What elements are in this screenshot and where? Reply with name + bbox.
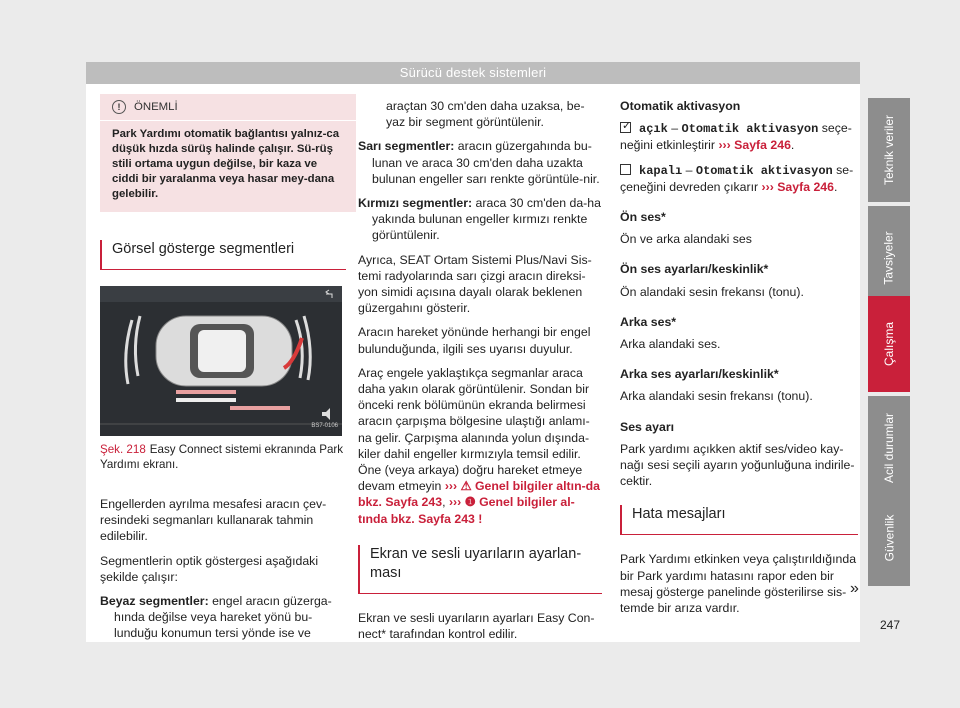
paragraph: Arka alandaki sesin frekansı (tonu). — [620, 389, 813, 404]
yellow-segments-item — [358, 138, 602, 187]
paragraph: Ön alandaki sesin frekansı (tonu). — [620, 284, 804, 299]
paragraph: Arka alandaki ses. — [620, 337, 721, 352]
option-label: kapalı — [639, 163, 683, 178]
continue-arrow: » — [850, 580, 859, 597]
option-mono: Otomatik aktivasyon — [695, 163, 833, 178]
paragraph: Araç engele yaklaştıkça segmanlar araca daha yakın olarak görüntülenir. Sondan bir önceki renk bölümünün ekranda belirmesi aracın çarpışma bölgesine ulaştığı anlamı-na gelir. Çarpışma alanında yolun dışında-kiler dahil engeller kırmızıyla temsil edilir. Öne (veya arkaya) doğru hareket etmeye devam etmeyin ››› ⚠ Genel bilgiler altın-da bkz. Sayfa 243, ››› ❶ Genel bilgiler al-tında bkz. Sayfa 243 ! — [358, 365, 601, 526]
ref-arrow: ››› — [444, 479, 458, 494]
page-header: Sürücü destek sistemleri — [86, 62, 860, 84]
paragraph: Segmentlerin optik göstergesi aşağıdaki şekilde çalışır: — [100, 553, 319, 584]
white-segments-cont: araçtan 30 cm'den daha uzaksa, be-yaz bir segment görüntülenir. — [386, 99, 585, 130]
white-segments-item — [100, 593, 356, 642]
tab-tavsiyeler[interactable]: Tavsiyeler — [868, 206, 910, 310]
cross-ref-link[interactable]: Sayfa 246 — [734, 138, 791, 153]
checkbox-checked-icon — [620, 122, 631, 133]
term-text: engel aracın güzerga-hında değilse veya hareket yönü bu-lunduğu konumun tersi yönde ise ve — [114, 594, 332, 641]
option-text: se-çeneğini devreden çıkarır — [620, 162, 854, 194]
figure-caption — [100, 442, 356, 472]
warning-header — [112, 94, 346, 120]
figure-code: BS7-0106 — [311, 422, 338, 429]
option-text: seçe-neğini etkinleştirir — [620, 121, 852, 153]
paragraph-text: Araç engele yaklaştıkça segmanlar araca daha yakın olarak görüntülenir. Sondan bir önceki renk bölümünün ekranda belirmesi aracın çarpışma bölgesine ulaştığı anlamı-na gelir. Çarpışma alanında yolun dışında-kiler dahil engeller kırmızıyla temsil edilir. Öne (veya arkaya) doğru hareket etmeye devam etmeyin — [358, 365, 590, 494]
paragraph: Ön ve arka alandaki ses — [620, 232, 752, 247]
paragraph: Engellerden ayrılma mesafesi aracın çev-resindeki segmanları kullanarak tahmin edilebilir. — [100, 497, 327, 544]
subheading: Arka ses ayarları/keskinlik* — [620, 367, 779, 382]
tab-calisma[interactable]: Çalışma — [868, 296, 910, 392]
page-number: 247 — [880, 618, 901, 632]
park-assist-figure — [100, 286, 342, 436]
paragraph: Park yardımı açıkken aktif ses/video kay-nağı sesi seçili ayarın yoğunluğuna indirile-cektir. — [620, 441, 855, 489]
alert-icon: ! — [112, 100, 126, 114]
figure-number: Şek. 218 — [100, 443, 146, 456]
column-3 — [620, 98, 858, 624]
paragraph: Park Yardımı etkinken veya çalıştırıldığında bir Park yardımı hatasını rapor eden bir mesaj gösterge panelinde gösterilirse sis-temde bir arıza vardır. — [620, 552, 857, 616]
ref-arrow: ››› — [448, 495, 462, 510]
cross-ref-link[interactable]: Genel bilgiler al-tında bkz. Sayfa 243 — [358, 495, 575, 526]
warning-body: Park Yardımı otomatik bağlantısı yalnız-ca düşük hızda sürüş halinde çalışır. Sü-rüş stili ortama uygun değilse, bir kaza ve ciddi bir yaralanma veya hasar mey-dana gelebilir. — [112, 128, 340, 200]
page — [86, 62, 860, 642]
section-title-errors: Hata mesajları — [620, 505, 858, 535]
tab-acil-durumlar[interactable]: Acil durumlar — [868, 396, 910, 500]
info-circle-icon: ❶ — [464, 495, 476, 510]
term-text: araca 30 cm'den da-ha yakında bulunan engeller kırmızı renkte görüntülenir. — [372, 196, 601, 243]
subheading: Otomatik aktivasyon — [620, 99, 741, 113]
section-title-segments: Görsel gösterge segmentleri — [100, 240, 346, 270]
cross-ref-link[interactable]: Sayfa 246 — [777, 179, 834, 194]
option-on: ✓açık – Otomatik aktivasyon seçe-neğini etkinleştirir ››› Sayfa 246. — [620, 120, 858, 153]
option-mono: Otomatik aktivasyon — [681, 122, 819, 137]
paragraph: Aracın hareket yönünde herhangi bir engel bulunduğunda, ilgili ses uyarısı duyulur. — [358, 325, 591, 356]
warning-divider — [100, 120, 356, 121]
subheading: Ön ses ayarları/keskinlik* — [620, 262, 769, 277]
section-title-settings: Ekran ve sesli uyarıların ayarlan-ması — [358, 545, 602, 594]
column-2 — [358, 98, 602, 650]
tab-guvenlik[interactable]: Güvenlik — [868, 490, 910, 586]
side-segment-red — [176, 390, 236, 394]
option-label: açık — [639, 122, 668, 137]
checkbox-empty-icon — [620, 164, 631, 175]
subheading: Ön ses* — [620, 210, 666, 225]
option-off: kapalı – Otomatik aktivasyon se-çeneğini devreden çıkarır ››› Sayfa 246. — [620, 162, 854, 194]
park-assist-illustration — [100, 286, 342, 436]
ref-end: ! — [478, 511, 483, 526]
subheading: Arka ses* — [620, 314, 677, 329]
side-segment-white — [176, 398, 236, 402]
term-text: aracın güzergahında bu-lunan ve araca 30 cm'den daha uzakta bulunan engeller sarı renkte görüntüle-nir. — [372, 139, 600, 186]
figure-caption-text: Easy Connect sistemi ekranında Park Yardımı ekranı. — [100, 443, 344, 471]
red-segments-item — [358, 195, 602, 244]
term: Sarı segmentler: — [358, 139, 455, 154]
car-roof-top — [198, 330, 246, 372]
term: Beyaz segmentler: — [100, 594, 209, 609]
warning-triangle-icon: ⚠ — [460, 479, 472, 494]
cross-ref-link[interactable]: Genel bilgiler altın-da bkz. Sayfa 243 — [358, 479, 601, 510]
column-1 — [100, 94, 356, 650]
paragraph: Ekran ve sesli uyarıların ayarları Easy Con-nect* tarafından kontrol edilir. — [358, 610, 595, 642]
tab-teknik-veriler[interactable]: Teknik veriler — [868, 98, 910, 202]
subheading: Ses ayarı — [620, 419, 675, 434]
term: Kırmızı segmentler: — [358, 196, 473, 211]
warning-title: ÖNEMLİ — [134, 100, 178, 113]
warning-box — [100, 94, 356, 212]
paragraph: Ayrıca, SEAT Ortam Sistemi Plus/Navi Sis-temi radyolarında sarı çizgi aracın direksi-yon simidi açısına dayalı olarak beklenen güzergahını gösterir. — [358, 252, 592, 316]
side-segment-red-2 — [230, 406, 290, 410]
